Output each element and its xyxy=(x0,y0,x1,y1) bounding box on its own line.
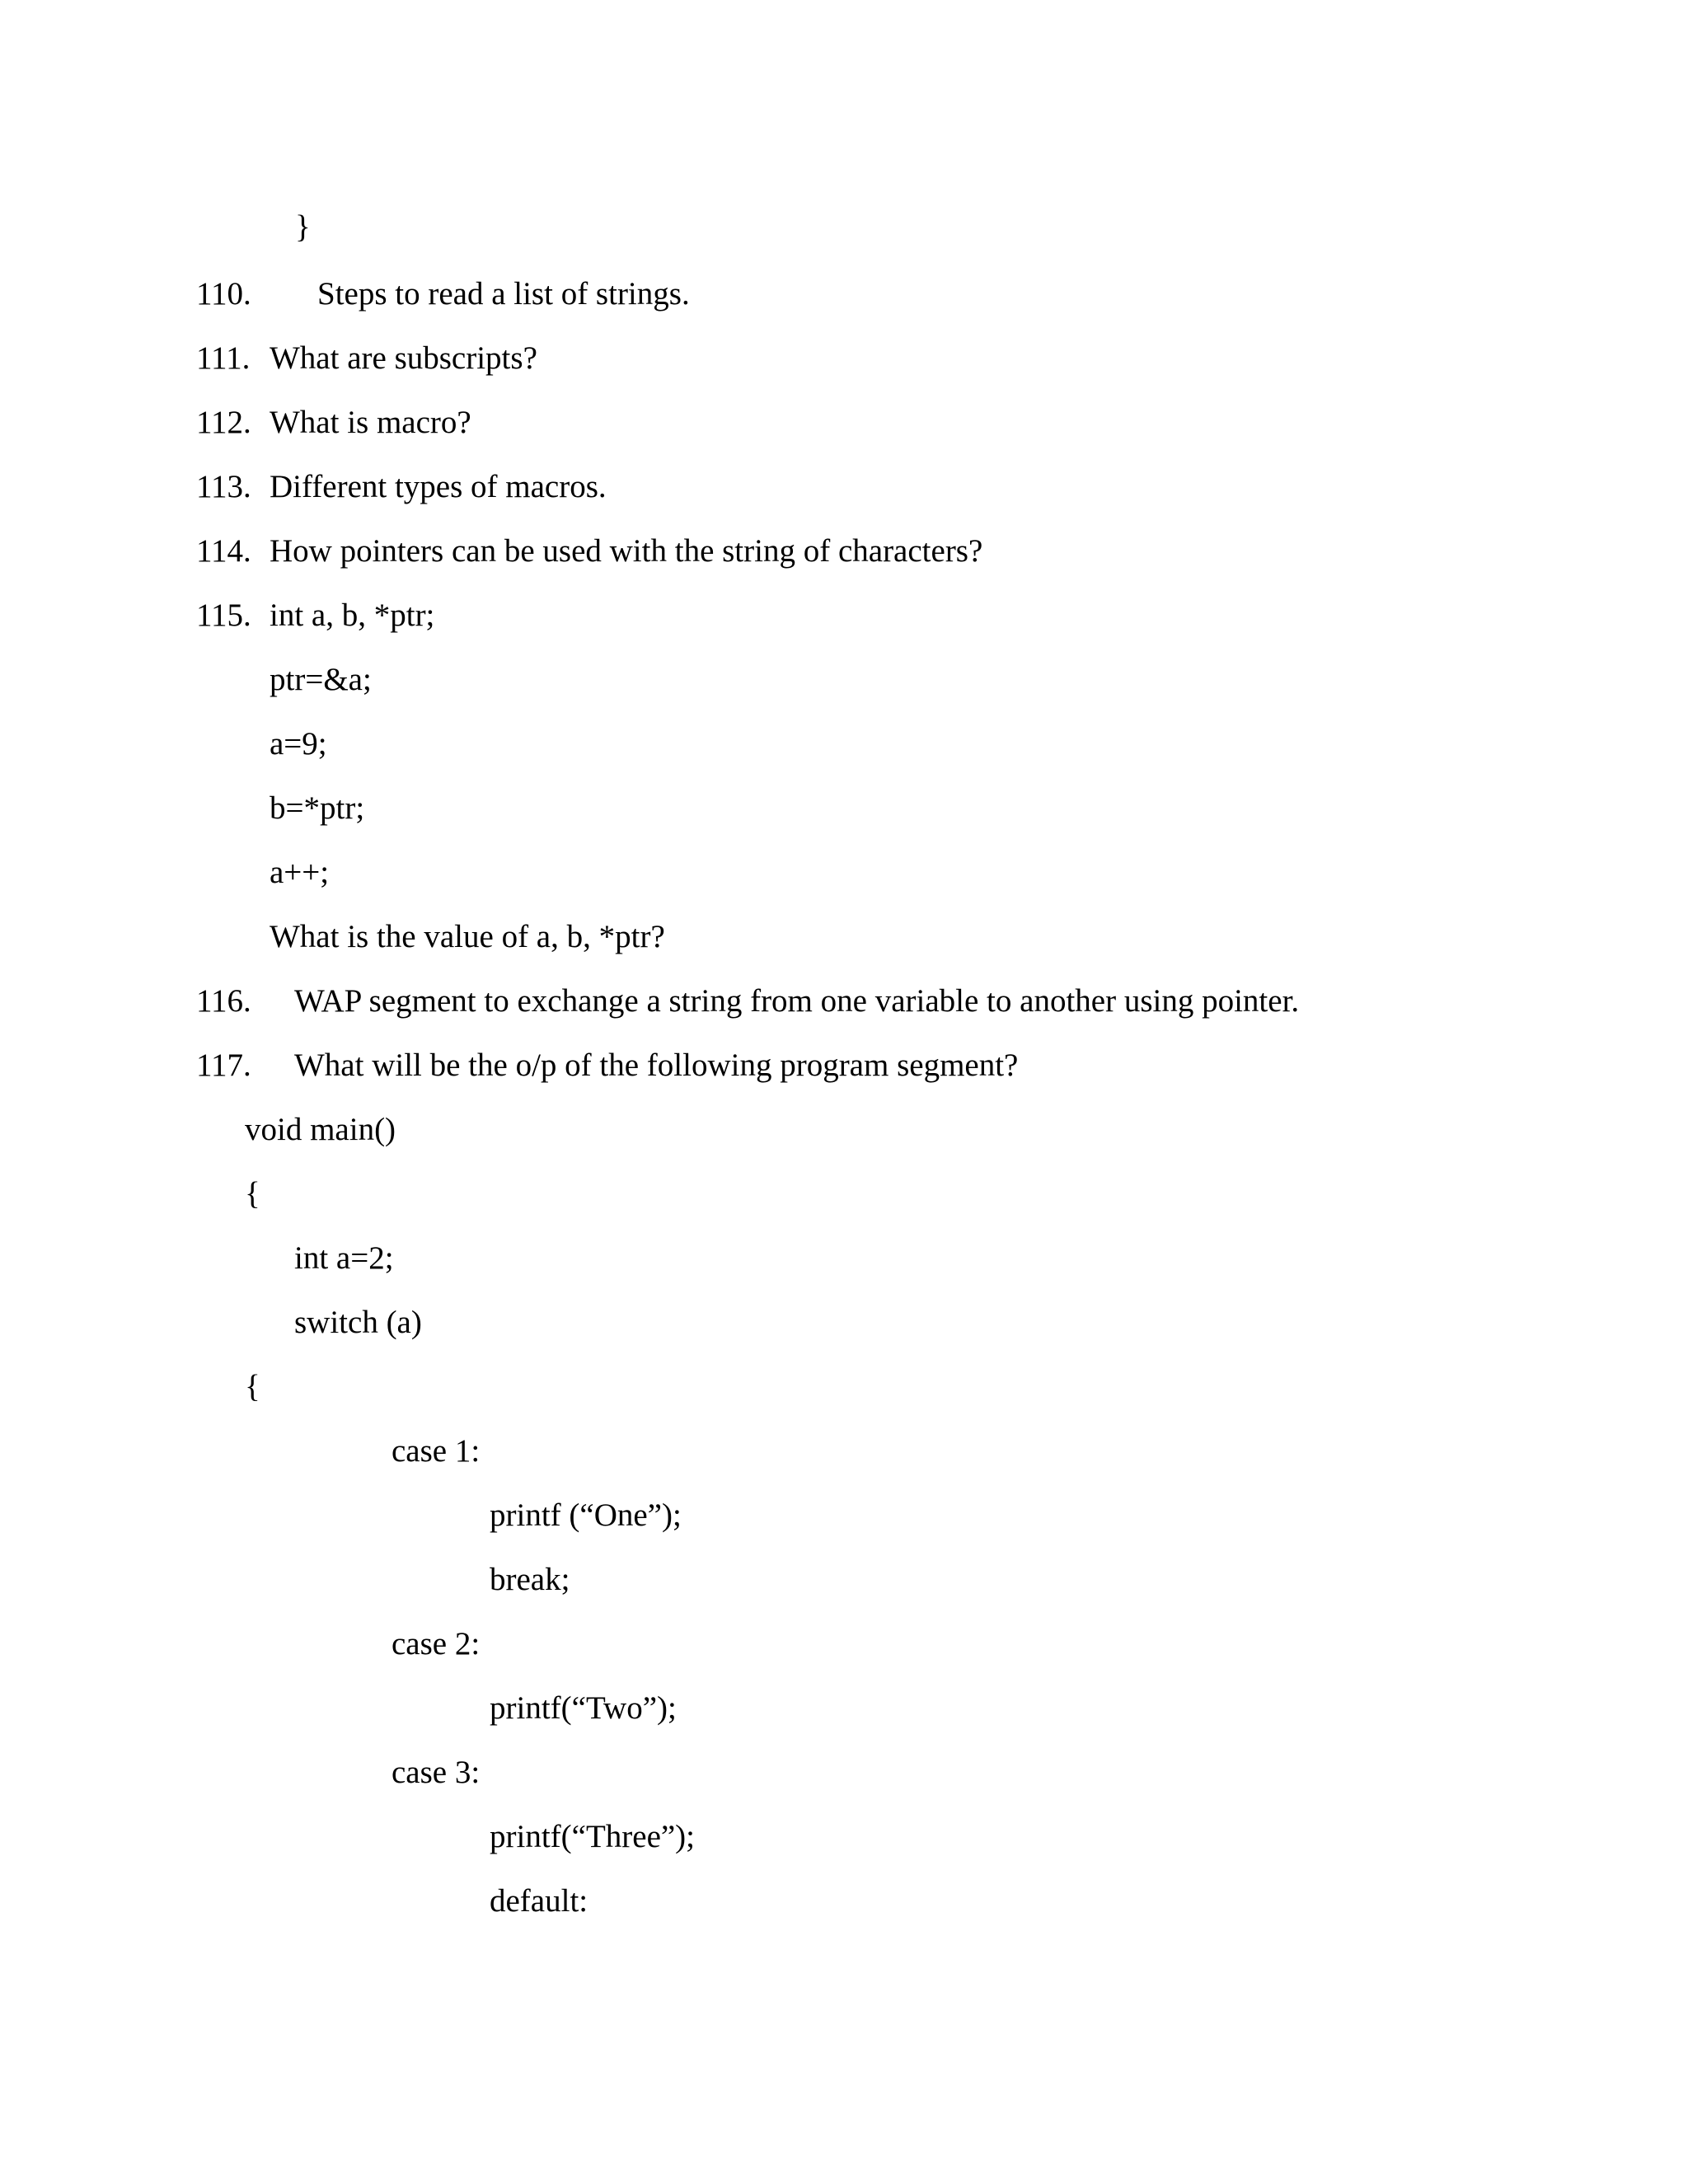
code-line: case 3: xyxy=(392,1755,481,1790)
code-line: a++; xyxy=(270,855,330,890)
question-text: What is the value of a, b, *ptr? xyxy=(270,919,665,954)
code-line: int a, b, *ptr; xyxy=(270,598,435,633)
question-number: 117. xyxy=(196,1047,251,1083)
code-line: b=*ptr; xyxy=(270,790,365,826)
code-line: break; xyxy=(490,1562,570,1597)
question-text: Steps to read a list of strings. xyxy=(317,276,690,312)
code-line: default: xyxy=(490,1883,588,1919)
question-text: What are subscripts? xyxy=(270,340,537,376)
question-number: 116. xyxy=(196,983,251,1019)
code-line: a=9; xyxy=(270,726,327,762)
code-line: int a=2; xyxy=(294,1240,394,1276)
question-number: 112. xyxy=(196,405,251,440)
code-line: { xyxy=(245,1176,260,1212)
code-line: printf(“Two”); xyxy=(490,1690,677,1726)
question-text: How pointers can be used with the string of characters? xyxy=(270,533,983,569)
code-line: case 1: xyxy=(392,1433,481,1469)
code-line: case 2: xyxy=(392,1626,481,1661)
question-text: What will be the o/p of the following program segment? xyxy=(294,1047,1019,1083)
question-text: WAP segment to exchange a string from one variable to another using pointer. xyxy=(294,983,1300,1019)
question-number: 113. xyxy=(196,469,251,504)
question-number: 111. xyxy=(196,340,251,376)
question-text: Different types of macros. xyxy=(270,469,607,504)
code-line: void main() xyxy=(245,1112,396,1147)
question-number: 110. xyxy=(196,276,251,312)
question-number: 114. xyxy=(196,533,251,569)
question-number: 115. xyxy=(196,598,251,633)
question-text: What is macro? xyxy=(270,405,471,440)
code-line: { xyxy=(245,1369,260,1404)
code-line: ptr=&a; xyxy=(270,662,372,697)
code-line: printf(“Three”); xyxy=(490,1819,696,1854)
closing-brace: } xyxy=(295,209,311,245)
code-line: switch (a) xyxy=(294,1305,422,1340)
code-line: printf (“One”); xyxy=(490,1497,682,1533)
